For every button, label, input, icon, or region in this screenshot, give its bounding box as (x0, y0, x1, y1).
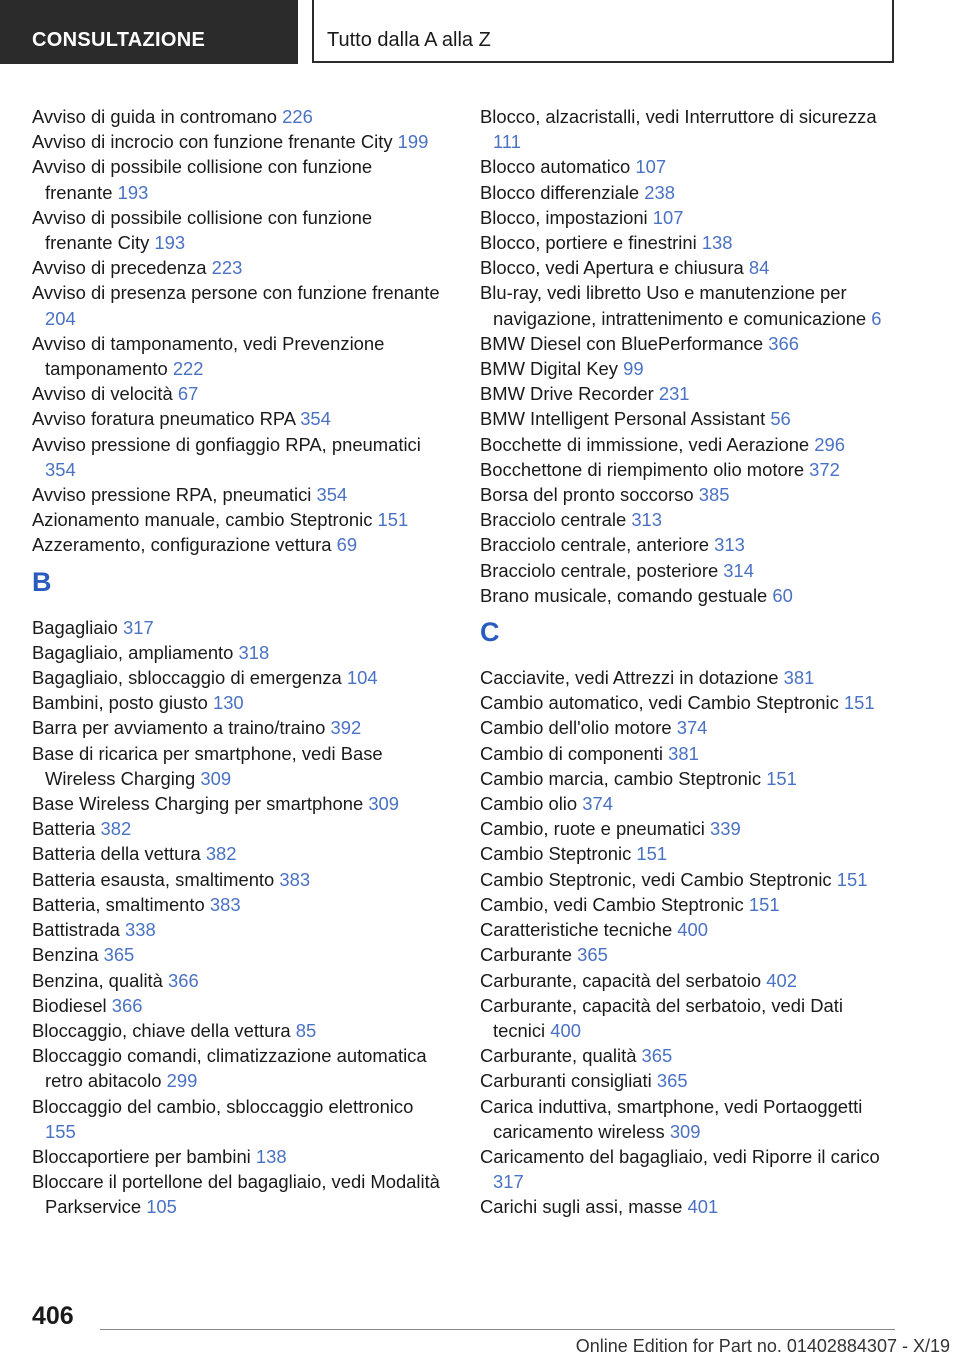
index-entry (480, 867, 900, 892)
entry-text: Carburante, qualità (480, 1045, 637, 1067)
entry-text: Batteria esausta, smaltimento (32, 868, 275, 890)
page-ref-link[interactable]: 226 (282, 106, 313, 127)
page-ref-link[interactable]: 318 (238, 641, 270, 663)
entry-text: Cacciavite, vedi Attrezzi in dotazione (480, 667, 779, 689)
page-ref-link[interactable]: 151 (377, 509, 409, 531)
index-entry (480, 690, 900, 715)
entry-text: Cambio, vedi Cambio Steptronic (480, 893, 744, 915)
entry-text: Carburante, capacità del serbatoio, vedi Dati tecnici (480, 994, 843, 1041)
page-ref-link[interactable]: 366 (111, 994, 143, 1016)
entry-text: Bloccaggio del cambio, sbloccaggio elettronico (32, 1095, 414, 1117)
page-ref-link[interactable]: 385 (698, 484, 730, 506)
page-ref-link[interactable]: 383 (209, 893, 241, 915)
page-ref-link[interactable]: 151 (748, 893, 780, 915)
entry-text: Battistrada (32, 919, 120, 941)
page-ref-link[interactable]: 317 (493, 1171, 524, 1193)
entry-text: Bocchette di immissione, vedi Aerazione (480, 433, 810, 455)
index-entry (480, 255, 900, 280)
page-ref-link[interactable]: 402 (766, 969, 797, 991)
page-ref-link[interactable]: 138 (255, 1145, 287, 1167)
page-ref-link[interactable]: 105 (146, 1196, 177, 1218)
index-entry (480, 816, 900, 841)
index-column-right (480, 104, 900, 1220)
index-entry (32, 841, 442, 866)
entry-text: Carichi sugli assi, masse (480, 1196, 683, 1218)
index-entry (32, 104, 442, 129)
page-ref-link[interactable]: 107 (652, 206, 684, 228)
page-ref-link[interactable]: 299 (166, 1070, 198, 1092)
entry-text: Cambio Steptronic, vedi Cambio Steptronic (480, 868, 832, 890)
entry-text: Avviso di possibile collisione con funzione frenante City (32, 206, 373, 254)
footer-divider (100, 1329, 895, 1330)
entry-text: Bracciolo centrale (480, 509, 627, 531)
index-entry (32, 665, 442, 690)
entry-text: Avviso di precedenza (32, 257, 207, 279)
entry-text: Blocco, alzacristalli, vedi Interruttore di sicurezza (480, 106, 877, 127)
index-entry (480, 356, 900, 381)
entry-text: Barra per avviamento a traino/traino (32, 717, 326, 739)
index-entry (32, 406, 442, 431)
index-entry (32, 741, 442, 791)
page-ref-link[interactable]: 151 (843, 692, 875, 714)
index-entry (32, 154, 442, 204)
index-entry (480, 766, 900, 791)
page-ref-link[interactable]: 99 (623, 358, 644, 380)
entry-text: Caricamento del bagagliaio, vedi Riporre il carico (480, 1145, 880, 1167)
entry-text: Cambio olio (480, 793, 578, 815)
index-entry (32, 615, 442, 640)
entry-text: Brano musicale, comando gestuale (480, 584, 768, 606)
letter-heading: C (480, 617, 500, 648)
index-entry (32, 1169, 442, 1219)
page-ref-link[interactable]: 338 (125, 919, 156, 941)
edition-note: Online Edition for Part no. 01402884307 - X/19 (575, 1336, 950, 1356)
entry-text: Bambini, posto giusto (32, 692, 208, 714)
page-ref-link[interactable]: 309 (368, 793, 399, 815)
index-entry (480, 968, 900, 993)
page-ref-link[interactable]: 309 (669, 1120, 701, 1142)
index-entry (480, 558, 900, 583)
index-entry (480, 230, 900, 255)
page-ref-link[interactable]: 193 (117, 181, 149, 203)
entry-text: Avviso di presenza persone con funzione frenante (32, 282, 440, 304)
index-entry (32, 715, 442, 740)
index-entry (480, 715, 900, 740)
page-ref-link[interactable]: 365 (641, 1045, 673, 1067)
entry-text: Blocco automatico (480, 156, 631, 178)
index-entry (32, 917, 442, 942)
index-entry (480, 791, 900, 816)
entry-text: Benzina (32, 944, 99, 966)
index-entry (32, 280, 442, 330)
index-entry (480, 457, 900, 482)
entry-text: Bloccaggio, chiave della vettura (32, 1019, 291, 1041)
entry-text: Base Wireless Charging per smartphone (32, 793, 364, 815)
entry-text: BMW Diesel con BluePerformance (480, 332, 764, 354)
page-ref-link[interactable]: 381 (783, 667, 815, 689)
page-ref-link[interactable]: 354 (45, 458, 76, 480)
page-ref-link[interactable]: 400 (677, 919, 708, 941)
entry-text: Carica induttiva, smartphone, vedi Portaoggetti caricamento wireless (480, 1095, 863, 1142)
entry-text: Blocco, impostazioni (480, 206, 648, 228)
index-entry (480, 665, 900, 690)
page-ref-link[interactable]: 151 (766, 767, 797, 789)
page-ref-link[interactable]: 204 (45, 307, 76, 329)
entry-text: Avviso di guida in contromano (32, 106, 278, 127)
entry-text: Cambio di componenti (480, 742, 663, 764)
entry-text: Batteria, smaltimento (32, 893, 205, 915)
index-entry (32, 381, 442, 406)
entry-text: Bracciolo centrale, anteriore (480, 534, 709, 556)
page-ref-link[interactable]: 199 (397, 131, 429, 153)
entry-text: Bagagliaio, sbloccaggio di emergenza (32, 667, 342, 689)
entry-text: Batteria (32, 818, 96, 840)
page-ref-link[interactable]: 223 (211, 257, 243, 279)
page-ref-link[interactable]: 296 (814, 433, 845, 455)
entry-text: Blocco, vedi Apertura e chiusura (480, 257, 744, 279)
index-entry (32, 1018, 442, 1043)
entry-text: Cambio marcia, cambio Steptronic (480, 767, 762, 789)
page-ref-link[interactable]: 382 (100, 818, 132, 840)
page-ref-link[interactable]: 104 (346, 667, 378, 689)
index-entry (32, 1094, 442, 1144)
entry-text: Bocchettone di riempimento olio motore (480, 458, 805, 480)
page-ref-link[interactable]: 309 (200, 767, 232, 789)
entry-text: Bracciolo centrale, posteriore (480, 559, 719, 581)
entry-text: Blu-ray, vedi libretto Uso e manutenzione per navigazione, intrattenimento e comunicazione (480, 282, 867, 329)
page-ref-link[interactable]: 67 (177, 383, 199, 405)
entry-text: Bloccaportiere per bambini (32, 1145, 251, 1167)
entry-text: Avviso di incrocio con funzione frenante City (32, 131, 393, 153)
entry-text: Avviso di velocità (32, 383, 173, 405)
index-entry (480, 1043, 900, 1068)
chapter-title: Tutto dalla A alla Z (312, 0, 894, 63)
index-entry (480, 841, 900, 866)
index-entry (480, 583, 900, 608)
index-entry (480, 741, 900, 766)
page-ref-link[interactable]: 69 (336, 534, 358, 556)
page-header (0, 0, 960, 64)
entry-text: BMW Intelligent Personal Assistant (480, 408, 766, 430)
page-ref-link[interactable]: 354 (316, 484, 348, 506)
page-number: 406 (32, 1302, 74, 1330)
page-ref-link[interactable]: 313 (631, 509, 662, 531)
page-ref-link[interactable]: 365 (577, 944, 608, 966)
page-ref-link[interactable]: 372 (809, 458, 840, 480)
letter-heading: B (32, 566, 52, 597)
page-ref-link[interactable]: 374 (676, 717, 708, 739)
entry-text: Bloccare il portellone del bagagliaio, vedi Modalità Parkservice (32, 1171, 440, 1218)
page-ref-link[interactable]: 111 (493, 131, 521, 153)
entry-text: Borsa del pronto soccorso (480, 484, 694, 506)
entry-text: Cambio Steptronic (480, 843, 632, 865)
index-entry (480, 507, 900, 532)
page-ref-link[interactable]: 366 (768, 332, 799, 354)
entry-text: Carburante, capacità del serbatoio (480, 969, 762, 991)
index-entry (32, 968, 442, 993)
index-entry (480, 154, 900, 179)
page-ref-link[interactable]: 222 (172, 358, 204, 380)
page-ref-link[interactable]: 401 (687, 1196, 719, 1218)
index-entry (480, 1194, 900, 1219)
entry-text: Avviso di possibile collisione con funzione frenante (32, 156, 373, 203)
entry-text: Benzina, qualità (32, 969, 163, 991)
page-ref-link[interactable]: 339 (710, 818, 741, 840)
page-ref-link[interactable]: 392 (330, 717, 362, 739)
index-entry (480, 432, 900, 457)
entry-text: BMW Digital Key (480, 358, 618, 380)
entry-text: Avviso pressione RPA, pneumatici (32, 484, 312, 506)
entry-text: Carburante (480, 944, 573, 966)
index-entry (32, 942, 442, 967)
page-ref-link[interactable]: 151 (836, 868, 868, 890)
index-entry (480, 180, 900, 205)
index-column-left (32, 104, 442, 1220)
index-entry (480, 381, 900, 406)
page-ref-link[interactable]: 366 (168, 969, 199, 991)
page-ref-link[interactable]: 400 (550, 1019, 581, 1041)
index-entry (32, 892, 442, 917)
entry-text: Cambio automatico, vedi Cambio Steptronic (480, 692, 839, 714)
entry-text: Blocco, portiere e finestrini (480, 232, 697, 254)
index-entry (32, 331, 442, 381)
index-entry (32, 205, 442, 255)
page-ref-link[interactable]: 374 (582, 793, 613, 815)
page-ref-link[interactable]: 151 (636, 843, 668, 865)
index-entry (32, 993, 442, 1018)
entry-text: Carburanti consigliati (480, 1070, 652, 1092)
index-entry (32, 507, 442, 532)
entry-text: Caratteristiche tecniche (480, 919, 673, 941)
index-entry (32, 816, 442, 841)
index-entry (32, 482, 442, 507)
index-entry (480, 1094, 900, 1144)
index-entry (480, 406, 900, 431)
page-ref-link[interactable]: 193 (154, 232, 186, 254)
entry-text: Cambio, ruote e pneumatici (480, 818, 705, 840)
index-entry (480, 1068, 900, 1093)
entry-text: Avviso foratura pneumatico RPA (32, 408, 296, 430)
index-entry (32, 1043, 442, 1093)
index-entry (480, 205, 900, 230)
section-title: CONSULTAZIONE (0, 0, 298, 64)
entry-text: Batteria della vettura (32, 843, 201, 865)
index-entry (32, 129, 442, 154)
page-ref-link[interactable]: 365 (656, 1070, 688, 1092)
page-ref-link[interactable]: 85 (295, 1019, 317, 1041)
entry-text: Bagagliaio, ampliamento (32, 641, 234, 663)
entry-text: Avviso pressione di gonfiaggio RPA, pneumatici (32, 433, 421, 455)
index-entry (480, 1144, 900, 1194)
entry-text: Bloccaggio comandi, climatizzazione automatica retro abitacolo (32, 1045, 427, 1092)
page-ref-link[interactable]: 56 (770, 408, 791, 430)
index-entry (32, 1144, 442, 1169)
page-ref-link[interactable]: 107 (635, 156, 667, 178)
entry-text: Bagagliaio (32, 616, 118, 638)
page-ref-link[interactable]: 84 (748, 257, 770, 279)
index-entry (32, 690, 442, 715)
index-entry (32, 867, 442, 892)
page-ref-link[interactable]: 60 (772, 584, 793, 606)
page-ref-link[interactable]: 238 (644, 181, 675, 203)
entry-text: Cambio dell'olio motore (480, 717, 672, 739)
page-ref-link[interactable]: 381 (668, 742, 699, 764)
index-entry (480, 532, 900, 557)
page-ref-link[interactable]: 313 (714, 534, 745, 556)
index-entry (32, 791, 442, 816)
index-entry (32, 432, 442, 482)
entry-text: BMW Drive Recorder (480, 383, 654, 405)
index-entry (480, 892, 900, 917)
index-entry (480, 280, 900, 330)
index-entry (32, 640, 442, 665)
index-entry (480, 482, 900, 507)
entry-text: Base di ricarica per smartphone, vedi Base Wireless Charging (32, 742, 383, 789)
page-ref-link[interactable]: 317 (123, 616, 154, 638)
page-ref-link[interactable]: 382 (205, 843, 237, 865)
index-entry (32, 255, 442, 280)
page-ref-link[interactable]: 314 (723, 559, 754, 581)
index-entry (32, 532, 442, 557)
index-entry (480, 331, 900, 356)
page-ref-link[interactable]: 383 (279, 868, 311, 890)
entry-text: Biodiesel (32, 994, 107, 1016)
page-ref-link[interactable]: 231 (658, 383, 690, 405)
index-entry (480, 104, 900, 154)
index-entry (480, 942, 900, 967)
page-ref-link[interactable]: 365 (103, 944, 135, 966)
page-ref-link[interactable]: 6 (871, 307, 882, 329)
entry-text: Azzeramento, configurazione vettura (32, 534, 332, 556)
entry-text: Azionamento manuale, cambio Steptronic (32, 509, 373, 531)
index-entry (480, 993, 900, 1043)
index-entry (480, 917, 900, 942)
page-ref-link[interactable]: 155 (45, 1120, 76, 1142)
entry-text: Blocco differenziale (480, 181, 640, 203)
page-ref-link[interactable]: 138 (701, 232, 733, 254)
entry-text: Avviso di tamponamento, vedi Prevenzione tamponamento (32, 332, 385, 380)
page-ref-link[interactable]: 354 (300, 408, 331, 430)
page-ref-link[interactable]: 130 (212, 692, 244, 714)
